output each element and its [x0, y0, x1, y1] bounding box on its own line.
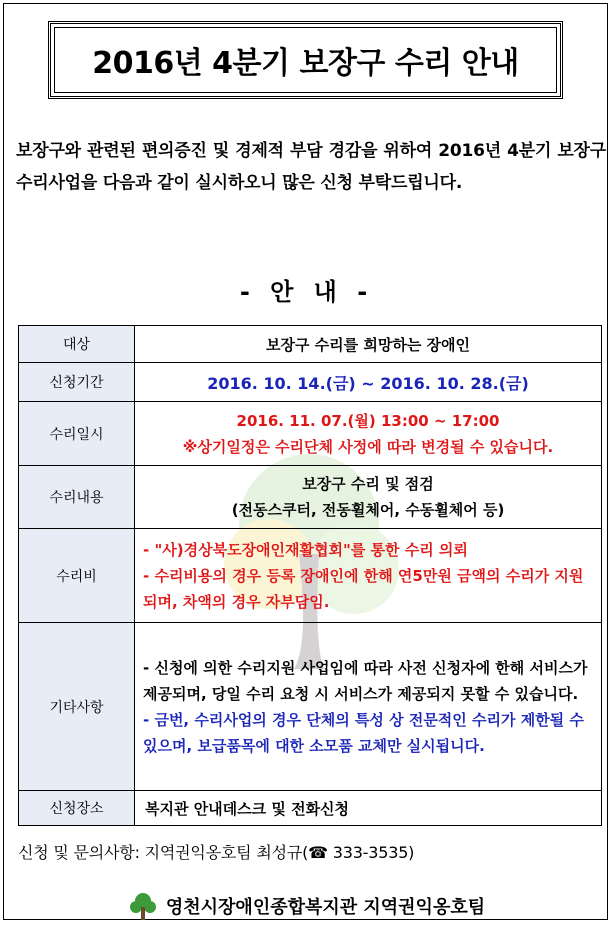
- target-value: 보장구 수리를 희망하는 장애인: [135, 326, 602, 363]
- fee-label: 수리비: [19, 529, 135, 623]
- period-value: 2016. 10. 14.(금) ~ 2016. 10. 28.(금): [135, 363, 602, 402]
- organization-name: 영천시장애인종합복지관 지역권익옹호팀: [165, 897, 486, 918]
- content-label: 수리내용: [19, 466, 135, 529]
- table-row: [19, 466, 602, 529]
- content-detail: (전동스쿠터, 전동휠체어, 수동휠체어 등): [231, 501, 505, 519]
- target-label: 대상: [19, 326, 135, 363]
- table-row: [19, 326, 602, 363]
- table-row: [19, 623, 602, 791]
- place-value: 복지관 안내데스크 및 전화신청: [135, 791, 602, 826]
- title-box: [48, 21, 563, 99]
- schedule-label: 수리일시: [19, 402, 135, 466]
- intro-paragraph: 보장구와 관련된 편의증진 및 경제적 부담 경감을 위하여 2016년 4분기 보장구 수리사업을 다음과 같이 실시하오니 많은 신청 부탁드립니다.: [16, 141, 606, 193]
- schedule-cell: [135, 402, 602, 466]
- table-row: [19, 529, 602, 623]
- info-table: [18, 325, 602, 826]
- content-value: 보장구 수리 및 점검: [302, 475, 434, 493]
- schedule-value: 2016. 11. 07.(월) 13:00 ~ 17:00: [236, 411, 500, 430]
- contact-info: 신청 및 문의사항: 지역권익옹호팀 최성규(☎ 333-3535): [18, 843, 415, 862]
- etc-cell: [135, 623, 602, 791]
- notice-heading: - 안 내 -: [239, 278, 374, 306]
- page-title: 2016년 4분기 보장구 수리 안내: [92, 46, 519, 81]
- fee-item: - 수리비용의 경우 등록 장애인에 한해 연5만원 금액의 수리가 지원되며, 차액의 경우 자부담임.: [143, 566, 584, 611]
- table-row: [19, 363, 602, 402]
- etc-item: - 금번, 수리사업의 경우 단체의 특성 상 전문적인 수리가 제한될 수 있으며, 보급품목에 대한 소모품 교체만 실시됩니다.: [143, 710, 584, 755]
- notice-page: [3, 3, 608, 920]
- fee-cell: [135, 529, 602, 623]
- organization-logo-icon: [128, 891, 158, 921]
- table-row: [19, 402, 602, 466]
- period-label: 신청기간: [19, 363, 135, 402]
- table-row: [19, 791, 602, 826]
- fee-item: - "사)경상북도장애인재활협회"를 통한 수리 의뢰: [143, 540, 468, 559]
- schedule-note: ※상기일정은 수리단체 사정에 따라 변경될 수 있습니다.: [182, 437, 554, 456]
- footer: [4, 889, 609, 923]
- place-label: 신청장소: [19, 791, 135, 826]
- etc-label: 기타사항: [19, 623, 135, 791]
- content-cell: [135, 466, 602, 529]
- etc-item: - 신청에 의한 수리지원 사업임에 따라 사전 신청자에 한해 서비스가 제공되며, 당일 수리 요청 시 서비스가 제공되지 못할 수 있습니다.: [143, 658, 588, 703]
